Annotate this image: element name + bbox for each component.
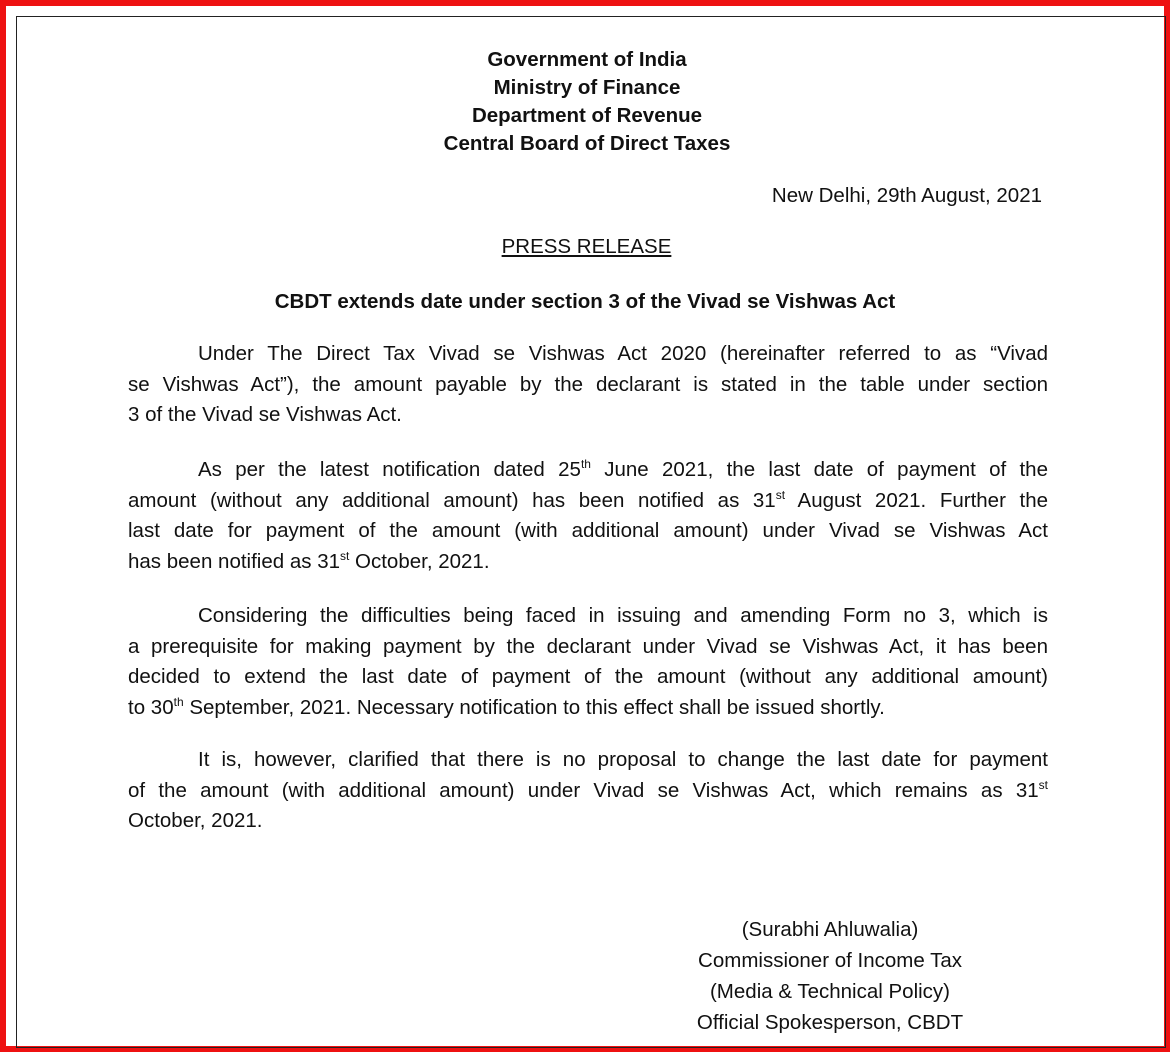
signatory-title: Commissioner of Income Tax [698,949,962,972]
text-run: September, 2021. Necessary notification to this effect shall be issued shortly. [183,695,885,719]
text-run: As per the latest notification dated 25 [198,458,581,481]
paragraph-3 [128,601,1048,723]
paragraph-2-line-4 [128,547,1048,578]
signatory-department: (Media & Technical Policy) [709,980,951,1003]
superscript: st [340,548,350,563]
superscript: th [173,694,184,709]
paragraph-4 [128,745,1048,837]
paragraph-2 [128,455,1048,577]
paragraph-1 [128,339,1048,431]
text-run: amount (without any additional amount) has been notified as 31 [128,488,776,512]
subject-line: CBDT extends date under section 3 of the Vivad se Vishwas Act [274,290,896,313]
signature-block [660,914,1000,1038]
paragraph-2-line-3: last date for payment of the amount (with additional amount) under Vivad se Vishwas Act [128,519,1048,542]
signatory-name: (Surabhi Ahluwalia) [741,918,919,941]
header-line-department: Department of Revenue [471,104,703,127]
text-run: to 30 [128,695,174,719]
header-line-board: Central Board of Direct Taxes [443,132,731,155]
text-run: August 2021. Further the [785,488,1048,512]
text-run: of the amount (with additional amount) under Vivad se Vishwas Act, which remains as 31 [128,778,1039,802]
header-line-government: Government of India [487,48,687,71]
text-run: October, 2021. [349,549,490,573]
paragraph-3-line-3: decided to extend the last date of payment of the amount (without any additional amount) [128,665,1048,688]
letterhead [0,46,1170,158]
paragraph-4-line-3: October, 2021. [128,809,263,832]
superscript: st [775,487,786,502]
paragraph-4-line-2 [128,776,1048,807]
press-release-heading [0,234,1170,260]
text-run: June 2021, the last date of payment of the [590,458,1048,481]
paragraph-3-line-2: a prerequisite for making payment by the declarant under Vivad se Vishwas Act, it has been [128,634,1048,658]
paragraph-4-line-1: It is, however, clarified that there is no proposal to change the last date for payment [198,748,1048,771]
paragraph-3-line-1: Considering the difficulties being faced in issuing and amending Form no 3, which is [198,604,1048,627]
paragraph-2-line-2 [128,486,1048,517]
place-date: New Delhi, 29th August, 2021 [771,184,1042,207]
superscript: st [1038,777,1048,792]
paragraph-1-line-2: se Vishwas Act”), the amount payable by the declarant is stated in the table under section [128,372,1048,396]
paragraph-3-line-4 [128,693,1048,724]
paragraph-2-line-1 [128,455,1048,486]
header-line-ministry: Ministry of Finance [493,76,681,99]
press-release-label: PRESS RELEASE [501,235,672,258]
paragraph-1-line-3: 3 of the Vivad se Vishwas Act. [128,403,402,426]
text-run: has been notified as 31 [128,549,340,573]
signatory-role: Official Spokesperson, CBDT [696,1011,964,1034]
superscript: th [580,457,591,471]
paragraph-1-line-1: Under The Direct Tax Vivad se Vishwas Act 2020 (hereinafter referred to as “Vivad [198,342,1048,365]
